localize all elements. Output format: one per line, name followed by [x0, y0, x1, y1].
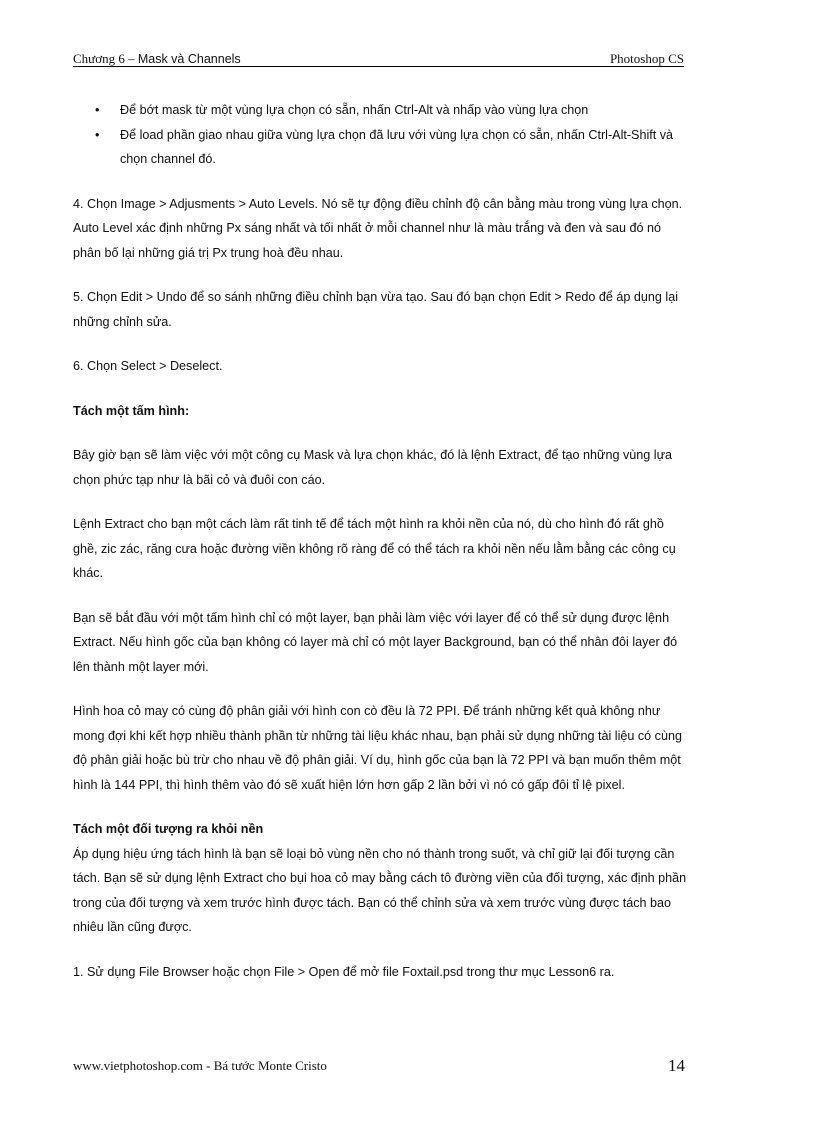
- paragraph-resolution: Hình hoa cỏ may có cùng độ phân giải với hình con cò đều là 72 PPI. Để tránh những kết quả không như mong đợi khi kết hợp nhiều thành phần từ những tài liệu khác nhau, bạn phải sử dụng những tài liệu có cùng độ phân giải hoặc bù trừ cho nhau về độ phân giải. Ví dụ, hình gốc của bạn là 72 PPI và bạn muốn thêm một hình là 144 PPI, thì hình thêm vào đó sẽ xuất hiện lớn hơn gấp 2 lần bởi vì nó có gấp đôi tỉ lệ pixel.: [73, 704, 682, 792]
- paragraph-extract: Lệnh Extract cho bạn một cách làm rất tinh tế để tách một hình ra khỏi nền của nó, dù cho hình đó rất ghồ ghề, zic zác, răng cưa hoặc đường viền không rõ ràng để có thể tách ra khỏi nền nếu lằm bằng các công cụ khác.: [73, 517, 676, 580]
- footer-site: www.vietphotoshop.com - Bá tước Monte Cristo: [73, 1058, 327, 1073]
- paragraph-apply: Áp dụng hiệu ứng tách hình là bạn sẽ loại bỏ vùng nền cho nó thành trong suốt, và chỉ giữ lại đối tượng cần tách. Bạn sẽ sử dụng lệnh Extract cho bụi hoa cỏ may bằng cách tô đường viền của đối tượng, xác định phần trong của đối tượng và xem trước hình được tách. Bạn có thể chỉnh sửa và xem trước vùng được tách bao nhiêu lần cũng được.: [73, 846, 687, 934]
- page-body: [73, 98, 689, 984]
- page-header: [73, 48, 684, 67]
- paragraph-step1: 1. Sử dụng File Browser hoặc chọn File > Open để mở file Foxtail.psd trong thư mục Lesson6 ra.: [73, 964, 615, 979]
- chapter-subject: Mask và Channels: [137, 52, 241, 66]
- paragraph-step5: 5. Chọn Edit > Undo để so sánh những điều chỉnh bạn vừa tạo. Sau đó bạn chọn Edit > Redo để áp dụng lại những chỉnh sửa.: [73, 290, 679, 329]
- paragraph-step4: 4. Chọn Image > Adjusments > Auto Levels. Nó sẽ tự động điều chỉnh độ cân bằng màu trong vùng lựa chọn. Auto Level xác định những Px sáng nhất và tối nhất ở mỗi channel như là màu trắng và đen và sau đó nó phân bố lại những giá trị Px trung hoà đều nhau.: [73, 196, 683, 260]
- paragraph-intro: Bây giờ bạn sẽ làm việc với một công cụ Mask và lựa chọn khác, đó là lệnh Extract, để tạo những vùng lựa chọn phức tạp như là bãi cỏ và đuôi con cáo.: [73, 448, 673, 487]
- header-book-title: Photoshop CS: [609, 51, 684, 66]
- paragraph-layer: Bạn sẽ bắt đầu với một tấm hình chỉ có một layer, bạn phải làm việc với layer để có thể sử dụng được lệnh Extract. Nếu hình gốc của bạn không có layer mà chỉ có một layer Background, bạn có thể nhân đôi layer đó lên thành một layer mới.: [73, 610, 678, 674]
- chapter-label: Chương 6 –: [73, 51, 135, 66]
- page-number: 14: [668, 1056, 685, 1075]
- bullet-item: • Để bớt mask từ một vùng lựa chọn có sẵn, nhấn Ctrl-Alt và nhấp vào vùng lựa chọn: [73, 98, 689, 123]
- header-chapter: [73, 51, 241, 67]
- bullet-item: • Để load phần giao nhau giữa vùng lựa chọn đã lưu với vùng lựa chọn có sẵn, nhấn Ctrl-Alt-Shift và chọn channel đó.: [73, 123, 689, 172]
- bullet-list: [73, 98, 689, 172]
- paragraph-step6: 6. Chọn Select > Deselect.: [73, 359, 223, 373]
- subsection-heading: Tách một đối tượng ra khỏi nền: [73, 822, 264, 836]
- section-heading: Tách một tấm hình:: [73, 403, 190, 418]
